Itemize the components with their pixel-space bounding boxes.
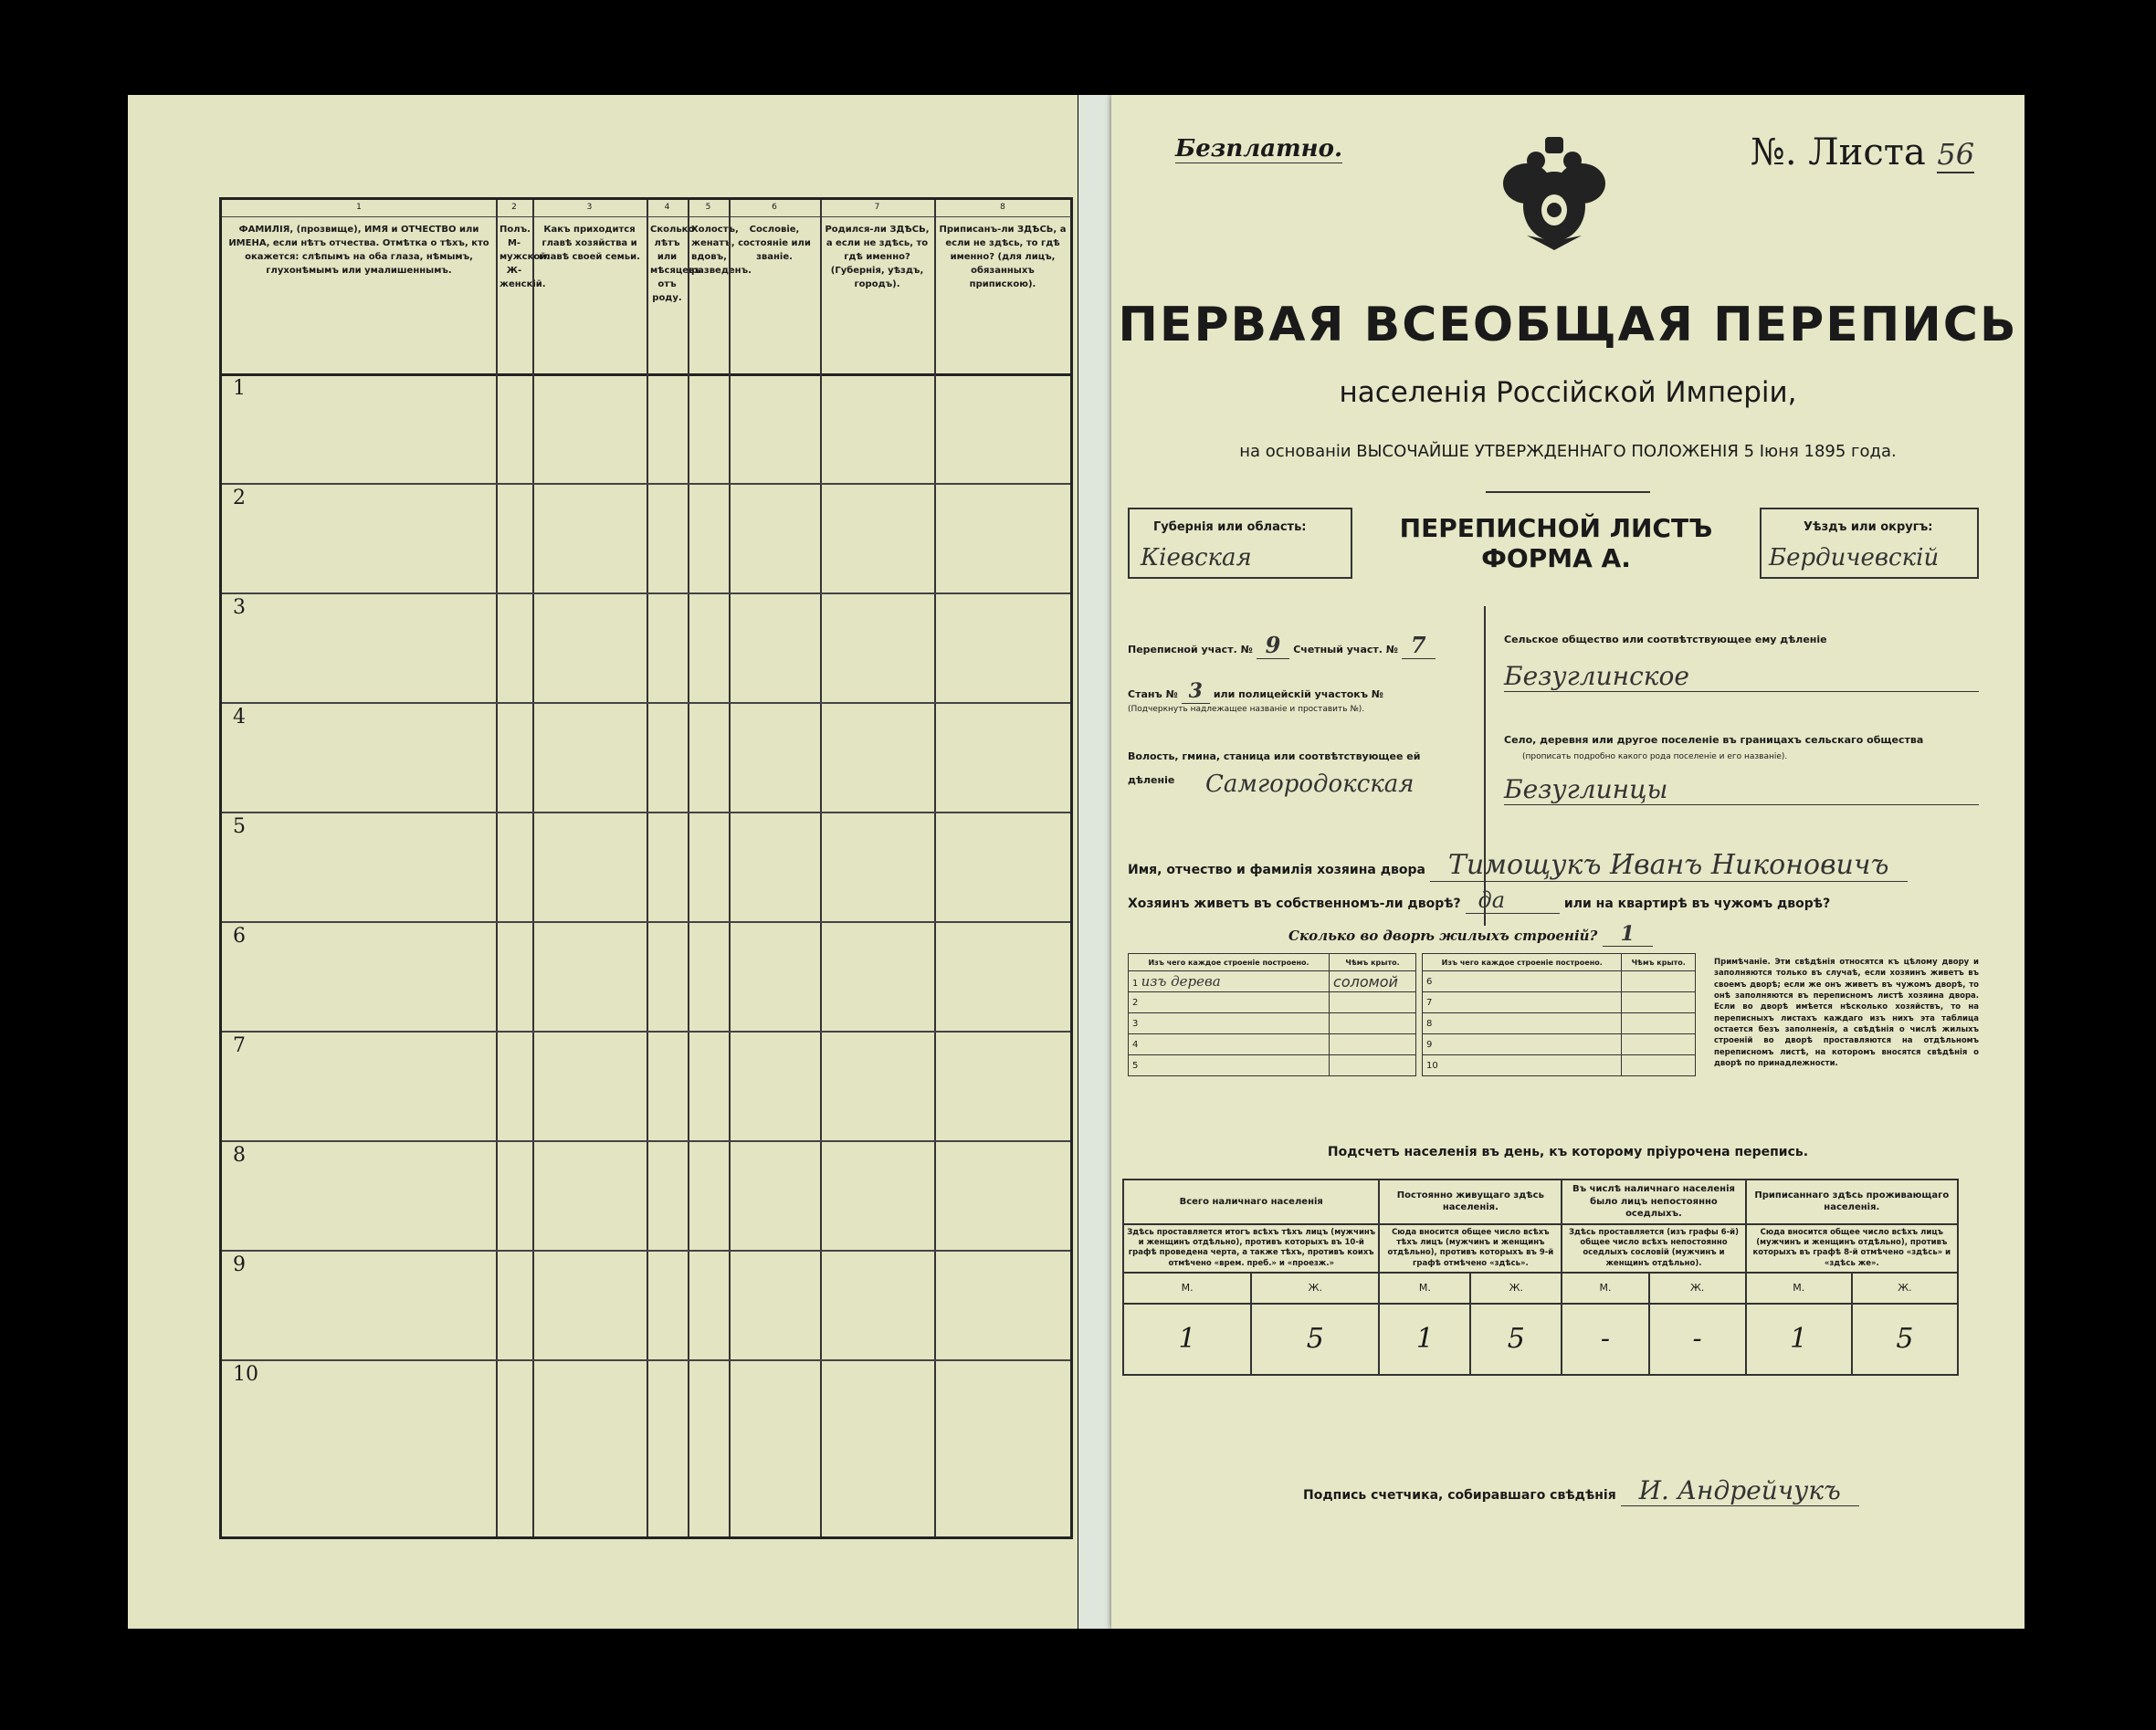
col-header-7: 7 Родился-ли ЗДѢСЬ, а если не здѣсь, то гдѣ именно? (Губернія, уѣздъ, городъ).	[820, 200, 934, 373]
uezd-box: Уѣздъ или округъ: Бердичевскій	[1760, 508, 1979, 579]
table-row: 4	[222, 702, 1070, 813]
uezd-value: Бердичевскій	[1769, 544, 1940, 571]
volost-value: Самгородокская	[1205, 771, 1415, 798]
buildings-table-right: Изъ чего каждое строеніе построено. Чѣмъ крыто. 6 7 8 9 10	[1422, 953, 1696, 1076]
table-row: 6	[222, 921, 1070, 1033]
page-subtitle: населенія Россійской Имперіи,	[1339, 376, 1797, 409]
page-title: ПЕРВАЯ ВСЕОБЩАЯ ПЕРЕПИСЬ	[1118, 298, 2018, 352]
table-row: 9	[222, 1250, 1070, 1361]
right-page	[1111, 95, 2025, 1629]
col-header-1: 1 ФАМИЛІЯ, (прозвище), ИМЯ и ОТЧЕСТВО или ИМЕНА, если нѣтъ отчества. Отмѣтка о тѣхъ, кто окажется: слѣпымъ на оба глаза, нѣмымъ, глухонѣмымъ или умалишеннымъ.	[222, 200, 496, 373]
double-headed-eagle-icon	[1490, 133, 1618, 252]
district-fields: Переписной участ. № 9 Счетный участ. № 7 Станъ № 3 или полицейскій участокъ № (Подчеркнуть надлежащее названіе и проставить №). Волость, гмина, станица или соотвѣтствующее ей дѣленіе Самгородокская	[1128, 606, 1486, 926]
residence-row: Хозяинъ живетъ въ собственномъ-ли дворѣ? да или на квартирѣ въ чужомъ дворѣ?	[1128, 887, 1831, 913]
col-header-5: 5 Холостъ, женатъ, вдовъ, разведенъ.	[688, 200, 729, 373]
pop-value: 5	[1251, 1304, 1379, 1375]
buildings-note: Примѣчаніе. Эти свѣдѣнія относятся къ цѣлому двору и заполняются только въ случаѣ, если хозяинъ живетъ въ своемъ дворѣ; если же онъ живетъ въ чужомъ дворѣ, то онѣ заполняются въ переписномъ листѣ хозяина двора. Если во дворѣ имѣется нѣсколько хозяйствъ, то на переписныхъ листахъ каждаго изъ нихъ эта таблица остается безъ заполненія, а свѣдѣнія о числѣ жилыхъ строеній во дворѣ проставляются на отдѣльномъ переписномъ листѣ, на которомъ вносятся свѣдѣнія о дворѣ по принадлежности.	[1714, 958, 1979, 1068]
pop-value: 1	[1123, 1304, 1251, 1375]
signature-row: Подпись счетчика, собиравшаго свѣдѣнія И. Андрейчукъ	[1303, 1475, 1859, 1505]
table-row: 5	[222, 812, 1070, 923]
col-header-6: 6 Сословіе, состояніе или званіе.	[729, 200, 820, 373]
col-header-8: 8 Приписанъ-ли ЗДѢСЬ, а если не здѣсь, то гдѣ именно? (для лицъ, обязанныхъ припискою).	[934, 200, 1071, 373]
col-header-4: 4 Сколько лѣтъ или мѣсяцевъ отъ роду.	[647, 200, 688, 373]
table-row: 1	[222, 373, 1070, 485]
left-page	[128, 95, 1078, 1629]
buildings-value: 1	[1603, 922, 1653, 947]
guberniya-box: Губернія или область: Кіевская	[1128, 508, 1352, 579]
free-label: Безплатно.	[1175, 135, 1342, 163]
buildings-row: Сколько во дворѣ жилыхъ строеній? 1	[1288, 922, 1653, 946]
community-fields: Сельское общество или соотвѣтствующее ему дѣленіе Безуглинское Село, деревня или другое поселеніе въ границахъ сельскаго общества (прописать подробно какого рода поселеніе и его названіе). Безуглинцы	[1504, 606, 2015, 926]
pop-value: -	[1649, 1304, 1746, 1375]
counter-area-value: 7	[1402, 632, 1436, 659]
pop-value: 1	[1379, 1304, 1470, 1375]
table-row: 3	[222, 592, 1070, 704]
sheet-number: №. Листа 56	[1751, 131, 1975, 173]
col-header-3: 3 Какъ приходится главѣ хозяйства и главѣ своей семьи.	[532, 200, 647, 373]
table-row: 2	[222, 483, 1070, 594]
ornament-divider	[1486, 491, 1650, 493]
pop-value: 5	[1470, 1304, 1562, 1375]
table-row: 10	[233, 1363, 258, 1386]
legal-basis: на основаніи ВЫСОЧАЙШЕ УТВЕРЖДЕННАГО ПОЛОЖЕНІЯ 5 Іюня 1895 года.	[1239, 442, 1897, 461]
signature-value: И. Андрейчукъ	[1621, 1475, 1859, 1506]
owner-row: Имя, отчество и фамилія хозяина двора Тимощукъ Иванъ Никоновичъ	[1128, 849, 1908, 881]
form-title-block: ПЕРЕПИСНОЙ ЛИСТЪ ФОРМА А.	[1399, 513, 1713, 573]
census-area-value: 9	[1257, 632, 1290, 659]
book-spine	[1078, 95, 1111, 1629]
owner-value: Тимощукъ Иванъ Никоновичъ	[1430, 849, 1908, 882]
society-value: Безуглинское	[1504, 661, 1979, 692]
sheet-number-value: 56	[1937, 137, 1975, 172]
household-members-table	[219, 197, 1073, 1539]
buildings-table-left: Изъ чего каждое строеніе построено. Чѣмъ крыто. 1 изъ дерева соломой 2 3 4 5	[1128, 953, 1416, 1076]
table-row: 8	[222, 1140, 1070, 1252]
village-value: Безуглинцы	[1504, 774, 1979, 805]
col-header-2: 2 Полъ. М-мужской. Ж-женскій.	[496, 200, 532, 373]
stan-value: 3	[1182, 679, 1210, 704]
pop-value: -	[1562, 1304, 1648, 1375]
own-yard-value: да	[1466, 887, 1561, 914]
guberniya-value: Кіевская	[1141, 544, 1252, 571]
table-row: 7	[222, 1031, 1070, 1142]
pop-value: 5	[1852, 1304, 1958, 1375]
population-title: Подсчетъ населенія въ день, къ которому пріурочена перепись.	[1327, 1145, 1809, 1159]
pop-value: 1	[1746, 1304, 1852, 1375]
population-table: Всего наличнаго населенія Постоянно живущаго здѣсь населенія. Въ числѣ наличнаго населенія было лицъ непостоянно оседлыхъ. Приписаннаго здѣсь проживающаго населенія. Здѣсь проставляется итогъ всѣхъ тѣхъ лицъ (мужчинъ и женщинъ отдѣльно), противъ которыхъ въ 10-й графѣ проведена черта, а также тѣхъ, противъ коихъ отмѣчено «врем. преб.» и «проезж.» Сюда вносится общее число всѣхъ тѣхъ лицъ (мужчинъ и женщинъ отдѣльно), противъ которыхъ въ 9-й графѣ отмѣчено «здѣсь». Здѣсь проставляется (изъ графы 6-й) общее число всѣхъ непостоянно оседлыхъ сословій (мужчинъ и женщинъ отдѣльно). Сюда вносится общее число всѣхъ лицъ (мужчинъ и женщинъ отдѣльно), противъ которыхъ въ графѣ 8-й отмѣчено «здѣсь» и «здѣсь же». М. Ж. М. Ж. М. Ж. М. Ж. 1 5 1 5 - - 1 5	[1122, 1179, 1959, 1376]
